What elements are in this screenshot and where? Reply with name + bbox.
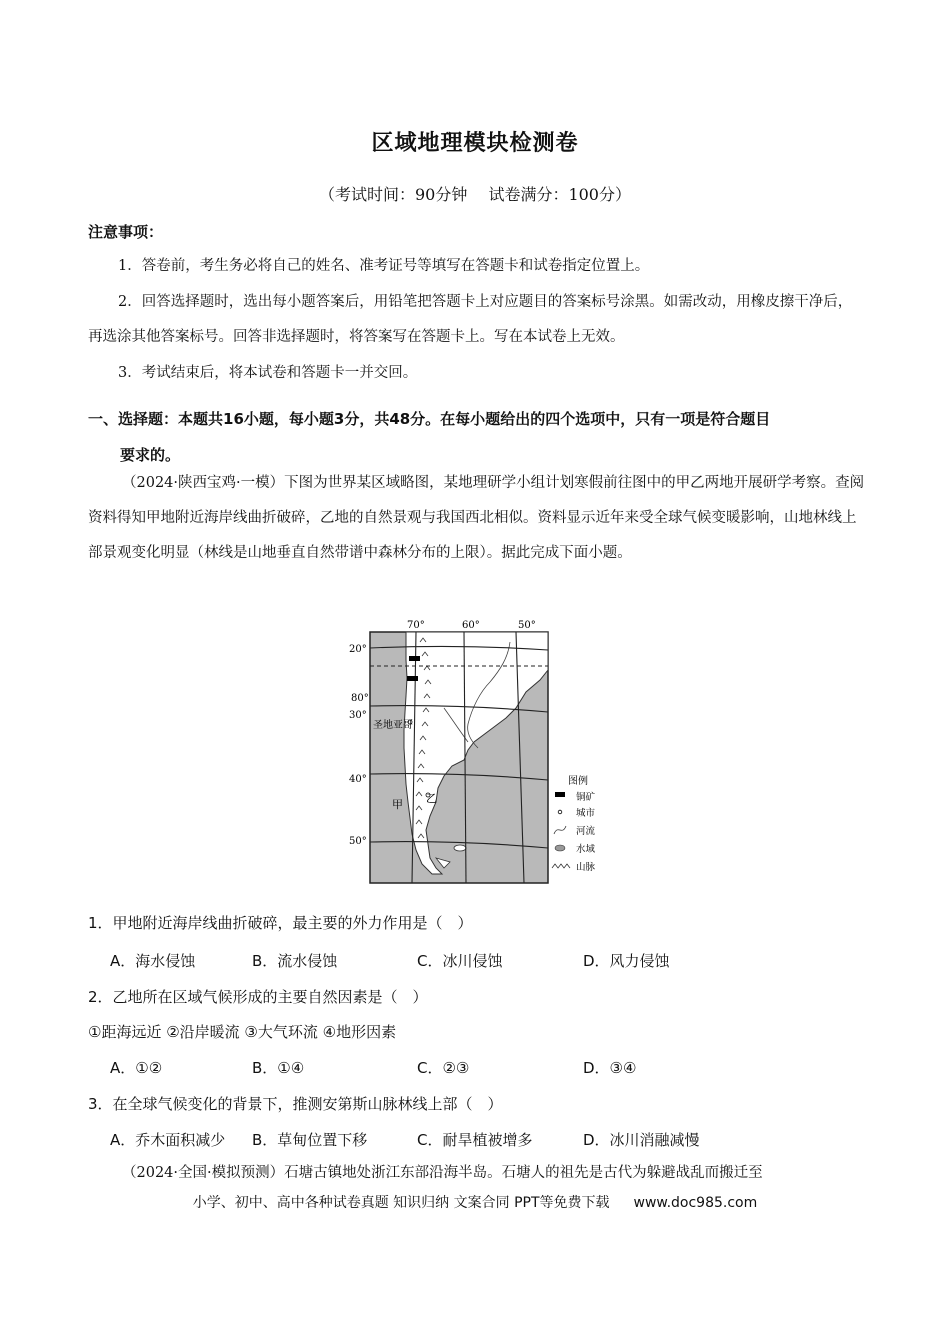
lon-label-70: 70° (407, 620, 425, 631)
legend-city-symbol (558, 810, 562, 814)
section-heading (88, 401, 868, 473)
q1-option-c[interactable]: C．冰川侵蚀 (417, 952, 503, 970)
island (454, 845, 466, 851)
q2-option-b[interactable]: B．①④ (252, 1059, 305, 1077)
q3-option-c[interactable]: C．耐旱植被增多 (417, 1131, 533, 1149)
legend-river-symbol (554, 826, 566, 834)
legend-copper: 铜矿 (576, 792, 596, 803)
lon-label-80: 80° (351, 693, 369, 704)
place-label-yi: 乙 (426, 792, 437, 805)
question-3: 3．在全球气候变化的背景下，推测安第斯山脉林线上部（ ） (88, 1095, 503, 1113)
q3-option-a[interactable]: A．乔木面积减少 (110, 1131, 226, 1149)
region-map (340, 612, 620, 887)
question-2-statements: ①距海远近 ②沿岸暖流 ③大气环流 ④地形因素 (88, 1023, 397, 1041)
question-stem-2: （2024·全国·模拟预测）石塘古镇地处浙江东部沿海半岛。石塘人的祖先是古代为躲避战乱而搬迁至 (122, 1165, 763, 1181)
notice-item-3: 3．考试结束后，将本试卷和答题卡一并交回。 (118, 365, 418, 381)
footer-url[interactable]: www.doc985.com (633, 1195, 758, 1211)
section-heading-line2: 要求的。 (120, 446, 181, 464)
page-title: 区域地理模块检测卷 (371, 131, 579, 156)
question-stem: （2024·陕西宝鸡·一模）下图为世界某区域略图，某地理研学小组计划寒假前往图中的甲乙两地开展研学考察。查阅资料得知甲地附近海岸线曲折破碎，乙地的自然景观与我国西北相似。资料显示近年来受全球气候变暖影响，山地林线上部景观变化明显（林线是山地垂直自然带谱中森林分布的上限）。据此完成下面小题。 (88, 475, 865, 561)
legend-mountain: 山脉 (576, 862, 596, 873)
q2-option-c[interactable]: C．②③ (417, 1059, 470, 1077)
q1-option-a[interactable]: A．海水侵蚀 (110, 952, 196, 970)
place-label-jia: 甲 (392, 798, 403, 811)
lat-label-30: 30° (349, 710, 367, 721)
q2-option-a[interactable]: A．①② (110, 1059, 163, 1077)
question-1: 1．甲地附近海岸线曲折破碎，最主要的外力作用是（ ） (88, 914, 473, 932)
legend-water-symbol (555, 845, 565, 851)
legend-city: 城市 (576, 808, 596, 819)
notice-item-2: 2．回答选择题时，选出每小题答案后，用铅笔把答题卡上对应题目的答案标号涂黑。如需改动，用橡皮擦干净后，再选涂其他答案标号。回答非选择题时，将答案写在答题卡上。写在本试卷上无效。 (88, 294, 853, 345)
notice-item-1: 1．答卷前，考生务必将自己的姓名、准考证号等填写在答题卡和试卷指定位置上。 (118, 258, 650, 274)
legend-water: 水域 (576, 844, 596, 855)
notice-heading: 注意事项： (88, 223, 164, 241)
exam-info: （考试时间：90分钟 试卷满分：100分） (319, 185, 631, 204)
legend-mountain-symbol (552, 864, 570, 868)
lon-label-60: 60° (462, 620, 480, 631)
copper-mine-2 (407, 676, 418, 681)
city-label-santiago: 圣地亚哥 (373, 720, 413, 731)
lat-label-40: 40° (349, 774, 367, 785)
q1-option-d[interactable]: D．风力侵蚀 (583, 952, 670, 970)
legend-copper-symbol (555, 792, 565, 797)
legend-river: 河流 (576, 826, 596, 837)
q3-option-b[interactable]: B．草甸位置下移 (252, 1131, 368, 1149)
page-footer (0, 1192, 950, 1212)
copper-mine-1 (409, 656, 420, 661)
footer-text: 小学、初中、高中各种试卷真题 知识归纳 文案合同 PPT等免费下载 (192, 1195, 610, 1211)
map-legend (552, 774, 596, 873)
question-2: 2．乙地所在区域气候形成的主要自然因素是（ ） (88, 988, 428, 1006)
lat-label-20: 20° (349, 644, 367, 655)
q3-option-d[interactable]: D．冰川消融减慢 (583, 1131, 700, 1149)
section-heading-line1: 一、选择题：本题共16小题，每小题3分，共48分。在每小题给出的四个选项中，只有一项是符合题目 (88, 410, 771, 428)
q1-option-b[interactable]: B．流水侵蚀 (252, 952, 338, 970)
lon-label-50: 50° (518, 620, 536, 631)
lat-label-50: 50° (349, 836, 367, 847)
q2-option-d[interactable]: D．③④ (583, 1059, 637, 1077)
legend-title: 图例 (568, 776, 588, 787)
